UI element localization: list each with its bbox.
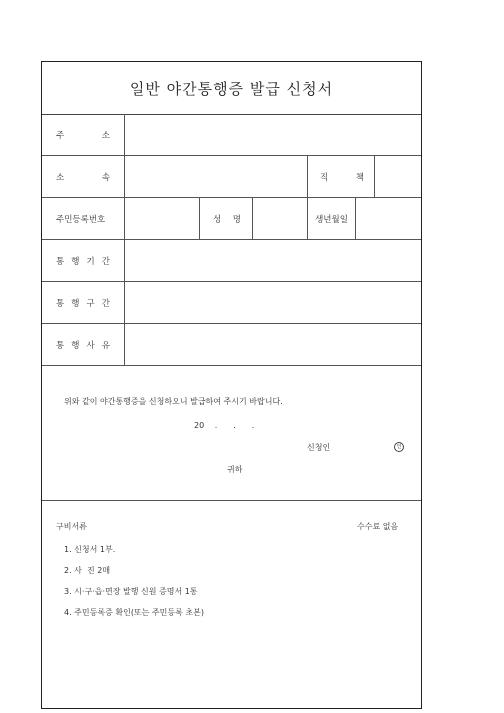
position-label: 직 책 bbox=[308, 156, 375, 197]
travel-reason-label: 통 행 사 유 bbox=[42, 324, 125, 365]
seal-mark: 인 bbox=[394, 441, 404, 452]
document-item: 3. 시·구·읍·면장 발행 신원 증명서 1통 bbox=[64, 587, 198, 596]
applicant-label: 신청인 bbox=[307, 443, 331, 452]
birth-date-field[interactable] bbox=[356, 198, 423, 239]
travel-reason-field[interactable] bbox=[125, 324, 423, 365]
address-label: 주 소 bbox=[42, 114, 125, 155]
name-label: 성 명 bbox=[200, 198, 253, 239]
affiliation-label: 소 속 bbox=[42, 156, 125, 197]
form-title: 일반 야간통행증 발급 신청서 bbox=[42, 62, 421, 115]
declaration-statement: 위와 같이 야간통행증을 신청하오니 발급하여 주시기 바랍니다. bbox=[64, 397, 283, 406]
declaration-section bbox=[42, 366, 421, 501]
birth-date-label: 생년월일 bbox=[308, 198, 356, 239]
document-item: 2. 사 진 2매 bbox=[64, 566, 111, 575]
resident-number-label: 주민등록번호 bbox=[42, 198, 125, 239]
position-field[interactable] bbox=[375, 156, 423, 197]
travel-period-row bbox=[42, 240, 421, 282]
travel-section-field[interactable] bbox=[125, 282, 423, 323]
travel-reason-row bbox=[42, 324, 421, 366]
addressee: 귀하 bbox=[227, 465, 243, 474]
affiliation-row bbox=[42, 156, 421, 198]
name-field[interactable] bbox=[253, 198, 308, 239]
travel-period-field[interactable] bbox=[125, 240, 423, 281]
address-row bbox=[42, 114, 421, 156]
travel-section-label: 통 행 구 간 bbox=[42, 282, 125, 323]
required-documents-section bbox=[42, 500, 421, 708]
id-row bbox=[42, 198, 421, 240]
resident-number-field[interactable] bbox=[125, 198, 200, 239]
required-documents-heading: 구비서류 bbox=[56, 522, 87, 531]
application-form bbox=[41, 61, 422, 709]
document-item: 1. 신청서 1부. bbox=[64, 545, 116, 554]
document-item: 4. 주민등록증 확인(또는 주민등록 초본) bbox=[64, 608, 204, 617]
application-date: 20 . . . bbox=[194, 421, 255, 430]
travel-period-label: 통 행 기 간 bbox=[42, 240, 125, 281]
fee-note: 수수료 없음 bbox=[357, 522, 399, 531]
address-field[interactable] bbox=[125, 114, 423, 155]
affiliation-field[interactable] bbox=[125, 156, 308, 197]
travel-section-row bbox=[42, 282, 421, 324]
